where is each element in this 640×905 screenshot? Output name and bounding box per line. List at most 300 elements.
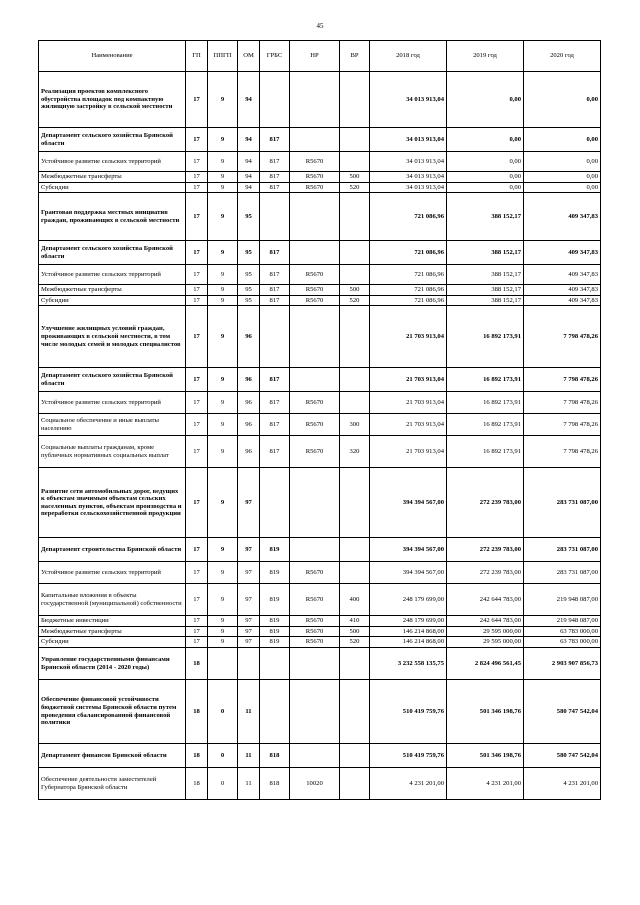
cell-ppgp: 9 [208,436,238,468]
cell-gp: 17 [186,562,208,584]
cell-grbs [260,193,290,241]
cell-2019: 501 346 198,76 [447,680,524,744]
cell-om: 95 [238,295,260,306]
cell-2020: 409 347,83 [524,241,601,265]
cell-om: 95 [238,193,260,241]
cell-vr [340,128,370,152]
cell-vr: 500 [340,172,370,183]
cell-2019: 388 152,17 [447,285,524,296]
cell-ppgp: 9 [208,538,238,562]
cell-grbs: 817 [260,414,290,436]
cell-om: 97 [238,637,260,648]
header-om: ОМ [238,41,260,72]
cell-om: 97 [238,616,260,627]
cell-gp: 17 [186,616,208,627]
cell-2018: 21 703 913,04 [370,306,447,368]
cell-nr [290,72,340,128]
cell-grbs: 819 [260,626,290,637]
cell-2018: 248 179 699,00 [370,584,447,616]
cell-2020: 63 783 000,00 [524,626,601,637]
cell-grbs: 817 [260,285,290,296]
cell-2020: 4 231 201,00 [524,768,601,800]
cell-nr [290,241,340,265]
cell-2020: 219 948 087,00 [524,584,601,616]
cell-name: Департамент сельского хозяйства Брянской области [39,241,186,265]
cell-2020: 0,00 [524,182,601,193]
cell-ppgp: 9 [208,265,238,285]
cell-vr: 320 [340,436,370,468]
cell-grbs: 818 [260,768,290,800]
cell-name: Бюджетные инвестиции [39,616,186,627]
cell-2020: 2 903 907 856,73 [524,648,601,680]
cell-grbs [260,648,290,680]
cell-vr [340,152,370,172]
cell-grbs: 818 [260,744,290,768]
cell-2018: 721 086,96 [370,193,447,241]
cell-gp: 17 [186,172,208,183]
cell-gp: 17 [186,436,208,468]
cell-gp: 18 [186,744,208,768]
cell-grbs: 819 [260,637,290,648]
cell-2019: 272 239 783,00 [447,538,524,562]
cell-gp: 17 [186,306,208,368]
cell-2018: 21 703 913,04 [370,368,447,392]
cell-name: Реализация проектов комплексного обустройства площадок под компактную жилищную застройку в сельской местности [39,72,186,128]
cell-2020: 219 948 087,00 [524,616,601,627]
cell-name: Обеспечение деятельности заместителей Губернатора Брянской области [39,768,186,800]
cell-2019: 272 239 783,00 [447,468,524,538]
cell-vr [340,241,370,265]
cell-nr: R5670 [290,182,340,193]
cell-om: 11 [238,680,260,744]
cell-gp: 17 [186,72,208,128]
cell-vr [340,368,370,392]
cell-2020: 0,00 [524,72,601,128]
table-body [39,72,601,800]
cell-ppgp: 9 [208,414,238,436]
cell-name: Устойчивое развитие сельских территорий [39,562,186,584]
cell-nr: R5670 [290,562,340,584]
cell-name: Капитальные вложения в объекты государственной (муниципальной) собственности [39,584,186,616]
cell-gp: 17 [186,152,208,172]
cell-2019: 388 152,17 [447,193,524,241]
cell-2020: 0,00 [524,128,601,152]
cell-2020: 409 347,83 [524,193,601,241]
cell-grbs: 817 [260,368,290,392]
cell-vr [340,306,370,368]
cell-2018: 21 703 913,04 [370,392,447,414]
table-row [39,744,601,768]
cell-vr [340,265,370,285]
cell-2019: 388 152,17 [447,241,524,265]
cell-nr: 10020 [290,768,340,800]
table-row [39,265,601,285]
cell-vr [340,648,370,680]
cell-vr [340,72,370,128]
cell-2019: 388 152,17 [447,295,524,306]
cell-grbs: 819 [260,538,290,562]
cell-grbs: 817 [260,182,290,193]
cell-om: 94 [238,182,260,193]
cell-name: Грантовая поддержка местных инициатив граждан, проживающих в сельской местности [39,193,186,241]
cell-2018: 394 394 567,00 [370,468,447,538]
cell-2019: 16 892 173,91 [447,392,524,414]
cell-grbs [260,306,290,368]
cell-ppgp: 9 [208,468,238,538]
cell-nr: R5670 [290,637,340,648]
cell-2020: 409 347,83 [524,285,601,296]
cell-ppgp: 9 [208,285,238,296]
cell-vr [340,744,370,768]
cell-2019: 0,00 [447,172,524,183]
cell-ppgp: 9 [208,626,238,637]
header-nr: НР [290,41,340,72]
cell-nr [290,680,340,744]
cell-2018: 146 214 868,00 [370,626,447,637]
cell-gp: 17 [186,538,208,562]
table-row [39,768,601,800]
cell-gp: 17 [186,626,208,637]
cell-vr: 400 [340,584,370,616]
cell-nr: R5670 [290,414,340,436]
table-row [39,468,601,538]
cell-2018: 21 703 913,04 [370,436,447,468]
cell-name: Улучшение жилищных условий граждан, проживающих в сельской местности, в том числе молодых семей и молодых специалистов [39,306,186,368]
table-row [39,306,601,368]
cell-om: 97 [238,538,260,562]
header-2018: 2018 год [370,41,447,72]
cell-nr: R5670 [290,626,340,637]
cell-name: Межбюджетные трансферты [39,285,186,296]
cell-nr [290,744,340,768]
cell-vr [340,468,370,538]
cell-2018: 394 394 567,00 [370,538,447,562]
cell-2020: 7 798 478,26 [524,436,601,468]
cell-ppgp: 9 [208,172,238,183]
cell-gp: 18 [186,680,208,744]
cell-2020: 580 747 542,04 [524,680,601,744]
header-2020: 2020 год [524,41,601,72]
cell-vr: 500 [340,626,370,637]
cell-ppgp: 9 [208,368,238,392]
cell-gp: 17 [186,368,208,392]
table-row [39,616,601,627]
cell-name: Департамент финансов Брянской области [39,744,186,768]
table-row [39,626,601,637]
table-row [39,193,601,241]
cell-nr [290,193,340,241]
cell-om [238,648,260,680]
cell-nr: R5670 [290,285,340,296]
header-2019: 2019 год [447,41,524,72]
cell-name: Департамент сельского хозяйства Брянской области [39,368,186,392]
cell-vr [340,562,370,584]
cell-2018: 721 086,96 [370,241,447,265]
cell-vr: 500 [340,285,370,296]
cell-om: 94 [238,128,260,152]
cell-vr: 520 [340,295,370,306]
table-row [39,241,601,265]
cell-om: 95 [238,241,260,265]
cell-name: Субсидии [39,637,186,648]
cell-om: 97 [238,468,260,538]
cell-om: 96 [238,392,260,414]
cell-2019: 29 595 000,00 [447,626,524,637]
cell-ppgp: 9 [208,392,238,414]
table-row [39,637,601,648]
cell-om: 94 [238,172,260,183]
table-row [39,680,601,744]
cell-name: Социальное обеспечение и иные выплаты населению [39,414,186,436]
header-gp: ГП [186,41,208,72]
cell-ppgp: 0 [208,744,238,768]
cell-2018: 510 419 759,76 [370,744,447,768]
cell-ppgp: 9 [208,562,238,584]
table-row [39,72,601,128]
cell-gp: 17 [186,468,208,538]
cell-nr: R5670 [290,616,340,627]
cell-2019: 16 892 173,91 [447,436,524,468]
cell-2019: 4 231 201,00 [447,768,524,800]
cell-om: 94 [238,72,260,128]
cell-2018: 34 013 913,04 [370,72,447,128]
cell-gp: 17 [186,295,208,306]
cell-grbs: 817 [260,241,290,265]
cell-gp: 17 [186,392,208,414]
cell-gp: 17 [186,193,208,241]
cell-2018: 4 231 201,00 [370,768,447,800]
cell-2020: 580 747 542,04 [524,744,601,768]
cell-nr [290,306,340,368]
cell-name: Субсидии [39,295,186,306]
cell-om: 11 [238,768,260,800]
header-vr: ВР [340,41,370,72]
cell-ppgp: 0 [208,768,238,800]
cell-nr [290,468,340,538]
cell-vr: 520 [340,637,370,648]
cell-ppgp: 9 [208,295,238,306]
page-number: 45 [316,22,324,30]
cell-name: Устойчивое развитие сельских территорий [39,392,186,414]
cell-2020: 7 798 478,26 [524,306,601,368]
cell-om: 11 [238,744,260,768]
table-row [39,562,601,584]
cell-nr: R5670 [290,265,340,285]
cell-2019: 0,00 [447,182,524,193]
cell-gp: 17 [186,128,208,152]
cell-name: Межбюджетные трансферты [39,626,186,637]
cell-gp: 17 [186,414,208,436]
cell-name: Департамент строительства Брянской области [39,538,186,562]
cell-name: Обеспечение финансовой устойчивости бюджетной системы Брянской области путем проведения сбалансированной финансовой политики [39,680,186,744]
cell-grbs: 817 [260,128,290,152]
cell-om: 96 [238,436,260,468]
cell-2019: 0,00 [447,128,524,152]
cell-name: Межбюджетные трансферты [39,172,186,183]
cell-grbs [260,72,290,128]
cell-2018: 3 232 558 135,75 [370,648,447,680]
cell-vr: 300 [340,414,370,436]
cell-2019: 242 644 783,00 [447,584,524,616]
cell-2020: 283 731 087,00 [524,538,601,562]
table-row [39,414,601,436]
cell-2018: 146 214 868,00 [370,637,447,648]
cell-gp: 17 [186,182,208,193]
cell-2019: 16 892 173,91 [447,368,524,392]
cell-2018: 34 013 913,04 [370,182,447,193]
table-row [39,128,601,152]
cell-ppgp: 9 [208,182,238,193]
cell-om: 95 [238,265,260,285]
table-row [39,295,601,306]
cell-nr [290,648,340,680]
cell-name: Субсидии [39,182,186,193]
cell-2020: 63 783 000,00 [524,637,601,648]
cell-ppgp: 9 [208,72,238,128]
cell-ppgp: 9 [208,128,238,152]
cell-grbs: 819 [260,562,290,584]
cell-gp: 18 [186,768,208,800]
cell-om: 96 [238,306,260,368]
cell-2018: 721 086,96 [370,295,447,306]
cell-nr [290,128,340,152]
header-name: Наименование [39,41,186,72]
cell-ppgp [208,648,238,680]
cell-name: Департамент сельского хозяйства Брянской области [39,128,186,152]
table-row [39,152,601,172]
table-row [39,285,601,296]
cell-2018: 721 086,96 [370,285,447,296]
table-row [39,538,601,562]
cell-nr: R5670 [290,172,340,183]
cell-2019: 272 239 783,00 [447,562,524,584]
cell-vr: 410 [340,616,370,627]
cell-grbs: 817 [260,295,290,306]
cell-nr: R5670 [290,436,340,468]
cell-vr [340,768,370,800]
cell-name: Управление государственными финансами Брянской области (2014 - 2020 годы) [39,648,186,680]
cell-ppgp: 9 [208,152,238,172]
cell-2018: 34 013 913,04 [370,128,447,152]
table-row [39,392,601,414]
cell-2018: 34 013 913,04 [370,172,447,183]
cell-gp: 17 [186,637,208,648]
cell-gp: 17 [186,265,208,285]
cell-vr [340,193,370,241]
cell-2019: 242 644 783,00 [447,616,524,627]
cell-om: 94 [238,152,260,172]
budget-table [38,40,601,800]
cell-vr [340,538,370,562]
cell-2020: 7 798 478,26 [524,414,601,436]
cell-grbs: 817 [260,172,290,183]
table-row [39,368,601,392]
cell-ppgp: 9 [208,193,238,241]
table-row [39,436,601,468]
cell-gp: 18 [186,648,208,680]
cell-2018: 394 394 567,00 [370,562,447,584]
cell-vr: 520 [340,182,370,193]
cell-ppgp: 9 [208,616,238,627]
cell-om: 95 [238,285,260,296]
cell-2020: 283 731 087,00 [524,562,601,584]
cell-2020: 0,00 [524,172,601,183]
cell-2019: 0,00 [447,72,524,128]
cell-2020: 283 731 087,00 [524,468,601,538]
cell-nr: R5670 [290,295,340,306]
cell-2019: 0,00 [447,152,524,172]
cell-ppgp: 9 [208,584,238,616]
cell-grbs: 819 [260,584,290,616]
cell-2020: 409 347,83 [524,265,601,285]
cell-ppgp: 9 [208,241,238,265]
cell-grbs: 817 [260,436,290,468]
cell-om: 97 [238,584,260,616]
cell-ppgp: 9 [208,306,238,368]
cell-2018: 34 013 913,04 [370,152,447,172]
cell-grbs [260,680,290,744]
cell-ppgp: 0 [208,680,238,744]
cell-2020: 7 798 478,26 [524,392,601,414]
table-row [39,172,601,183]
cell-grbs: 817 [260,265,290,285]
cell-2019: 29 595 000,00 [447,637,524,648]
cell-2019: 16 892 173,91 [447,414,524,436]
cell-nr [290,538,340,562]
cell-nr [290,368,340,392]
cell-om: 96 [238,414,260,436]
cell-vr [340,392,370,414]
cell-2020: 409 347,83 [524,295,601,306]
cell-2018: 248 179 699,00 [370,616,447,627]
cell-2018: 510 419 759,76 [370,680,447,744]
cell-om: 97 [238,626,260,637]
cell-name: Устойчивое развитие сельских территорий [39,265,186,285]
cell-vr [340,680,370,744]
cell-nr: R5670 [290,152,340,172]
cell-om: 97 [238,562,260,584]
cell-name: Социальные выплаты гражданам, кроме публичных нормативных социальных выплат [39,436,186,468]
cell-2019: 16 892 173,91 [447,306,524,368]
cell-gp: 17 [186,241,208,265]
cell-2019: 2 824 496 561,45 [447,648,524,680]
cell-grbs: 817 [260,152,290,172]
cell-ppgp: 9 [208,637,238,648]
cell-om: 96 [238,368,260,392]
cell-name: Развитие сети автомобильных дорог, ведущих к объектам значимым объектам сельских населенных пунктов, объектам производства и переработки сельскохозяйственной продукции [39,468,186,538]
cell-2018: 721 086,96 [370,265,447,285]
table-row [39,182,601,193]
header-ppgp: ППГП [208,41,238,72]
cell-name: Устойчивое развитие сельских территорий [39,152,186,172]
cell-grbs: 819 [260,616,290,627]
cell-2019: 388 152,17 [447,265,524,285]
cell-grbs [260,468,290,538]
header-row [39,41,601,72]
table-row [39,648,601,680]
cell-grbs: 817 [260,392,290,414]
cell-gp: 17 [186,285,208,296]
table-row [39,584,601,616]
cell-2018: 21 703 913,04 [370,414,447,436]
cell-2020: 7 798 478,26 [524,368,601,392]
cell-2020: 0,00 [524,152,601,172]
cell-gp: 17 [186,584,208,616]
header-grbs: ГРБС [260,41,290,72]
table-header [39,41,601,72]
cell-nr: R5670 [290,584,340,616]
cell-nr: R5670 [290,392,340,414]
